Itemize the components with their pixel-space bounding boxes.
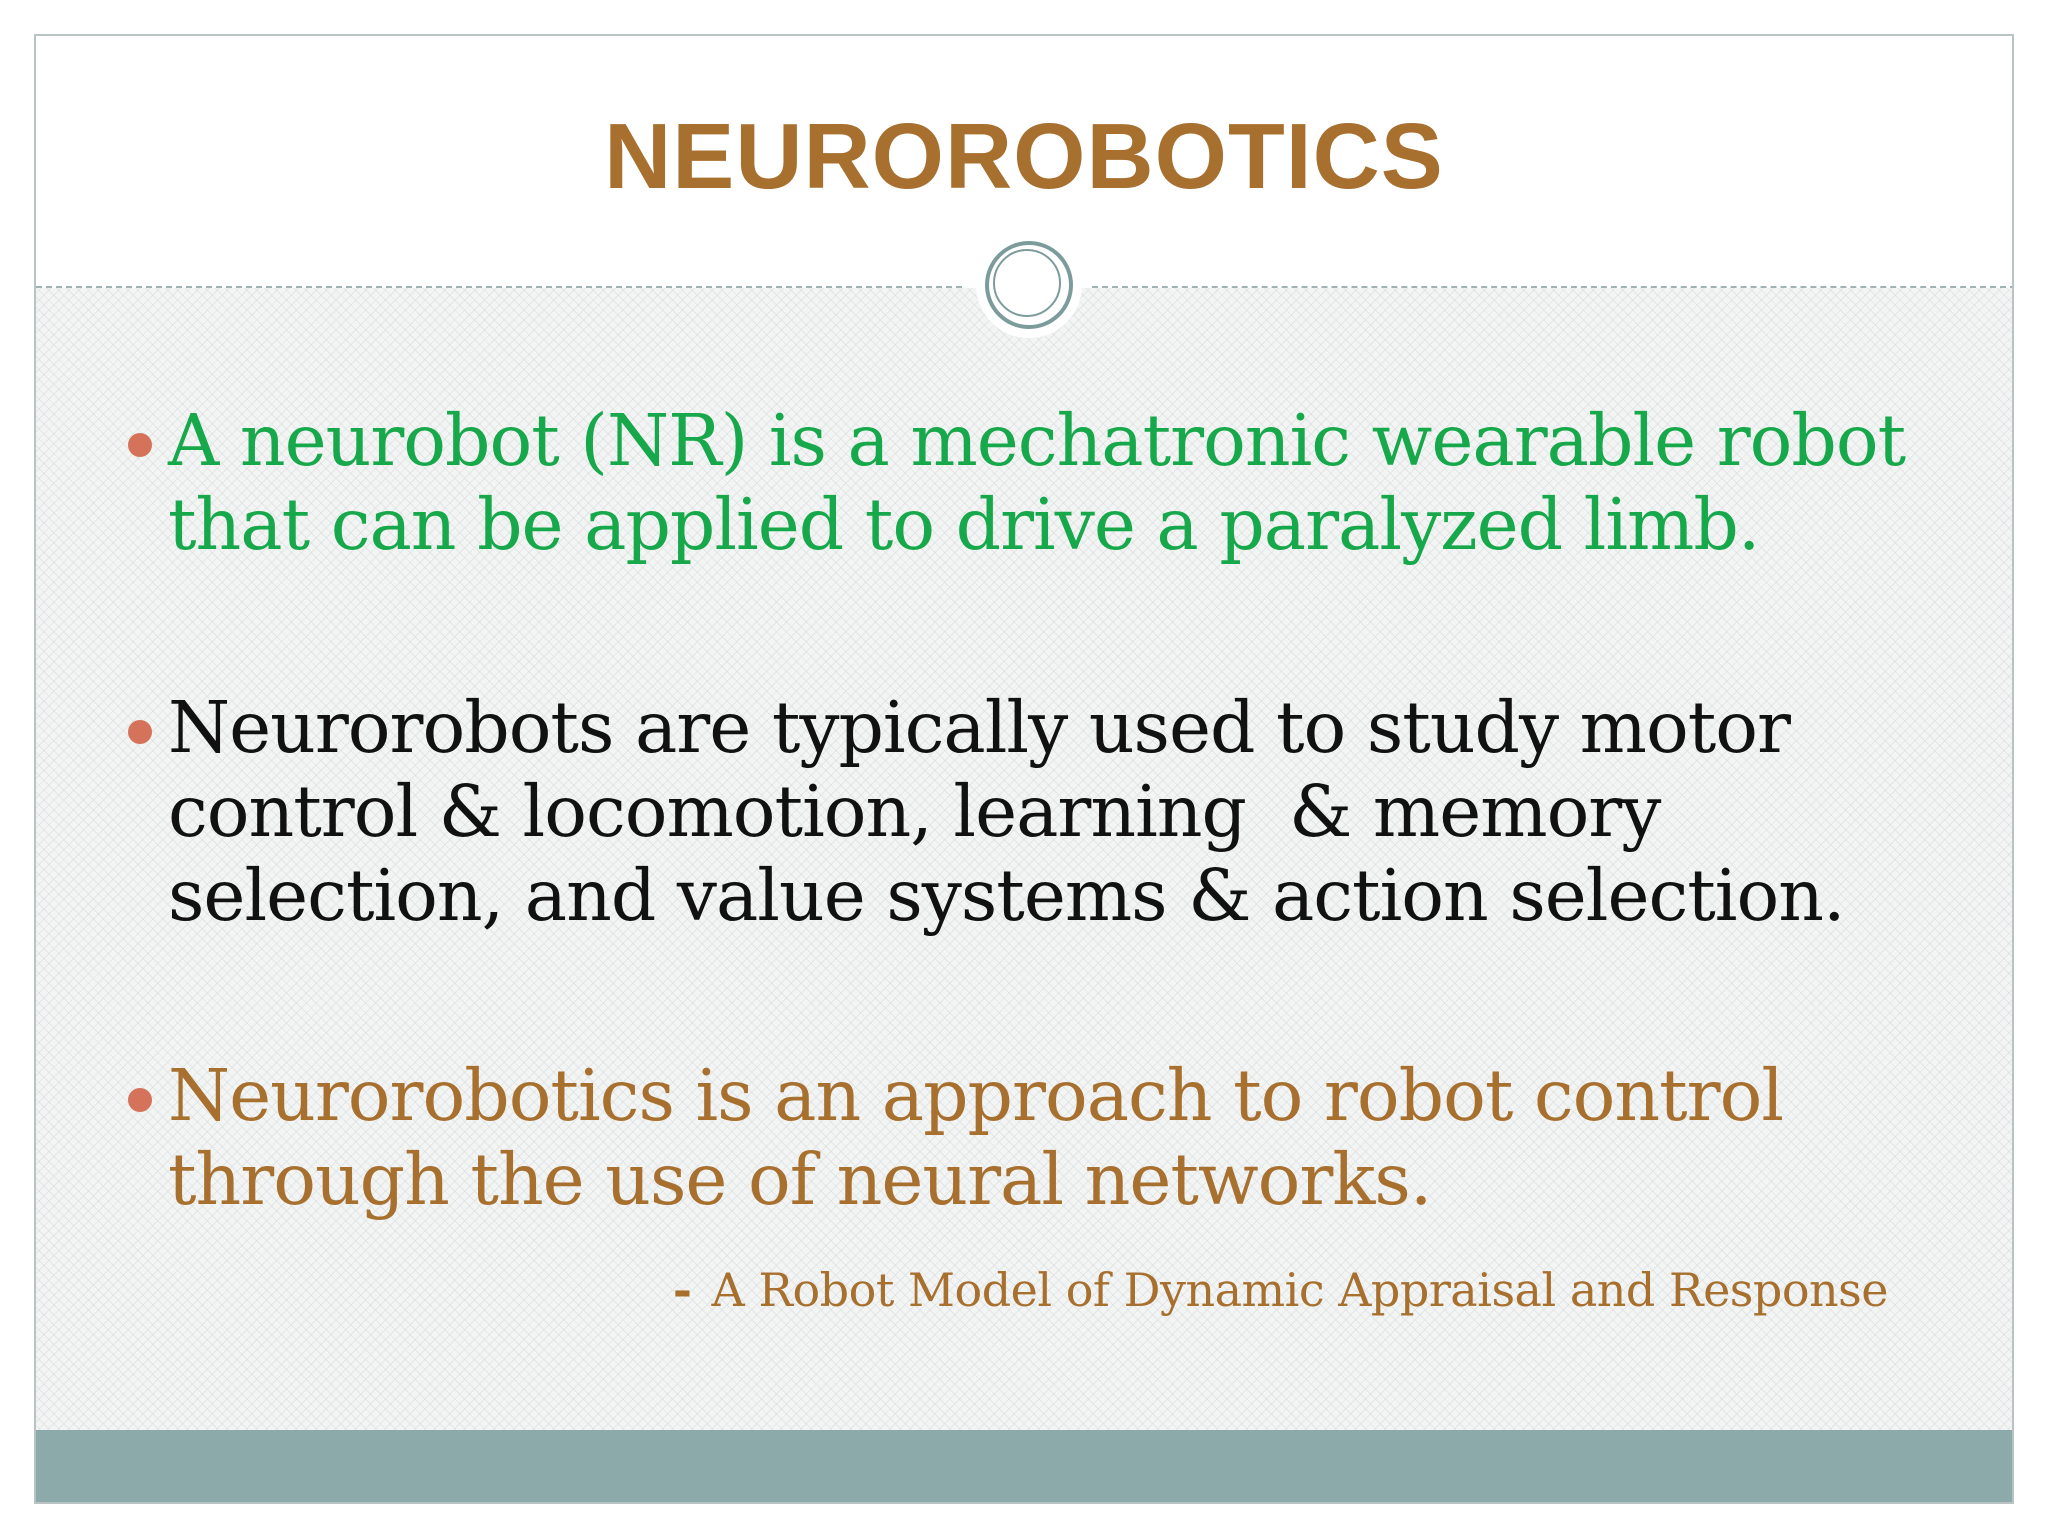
bullet-line: that can be applied to drive a paralyzed limb. bbox=[168, 483, 1760, 566]
footer-bar bbox=[36, 1430, 2012, 1502]
title-divider-right bbox=[1092, 286, 2014, 288]
bullet-line: through the use of neural networks. bbox=[168, 1138, 1432, 1221]
circle-ornament-icon bbox=[976, 232, 1082, 338]
bullet-dot-icon bbox=[128, 1088, 152, 1112]
ornament-inner-ring bbox=[993, 249, 1061, 317]
bullet-line: control & locomotion, learning & memory bbox=[168, 770, 1661, 853]
attribution-dash: - bbox=[672, 1263, 692, 1317]
bullet-dot-icon bbox=[128, 433, 152, 457]
bullet-line: selection, and value systems & action selection. bbox=[168, 854, 1845, 937]
ornament-outer-ring bbox=[985, 241, 1073, 329]
attribution-citation bbox=[673, 1262, 1888, 1318]
title-divider-left bbox=[36, 286, 962, 288]
bullet-line: A neurobot (NR) is a mechatronic wearable robot bbox=[168, 399, 1906, 482]
bullet-dot-icon bbox=[128, 720, 152, 744]
bullet-item-neurorobot-uses bbox=[148, 686, 1908, 938]
attribution-text: A Robot Model of Dynamic Appraisal and Response bbox=[711, 1263, 1888, 1317]
bullet-line: Neurorobotics is an approach to robot control bbox=[168, 1054, 1784, 1137]
bullet-line: Neurorobots are typically used to study motor bbox=[168, 686, 1790, 769]
bullet-item-neurobot-definition bbox=[148, 399, 1908, 567]
bullet-item-neurorobotics-approach bbox=[148, 1054, 1908, 1222]
slide-title: NEUROROBOTICS bbox=[604, 104, 1444, 208]
